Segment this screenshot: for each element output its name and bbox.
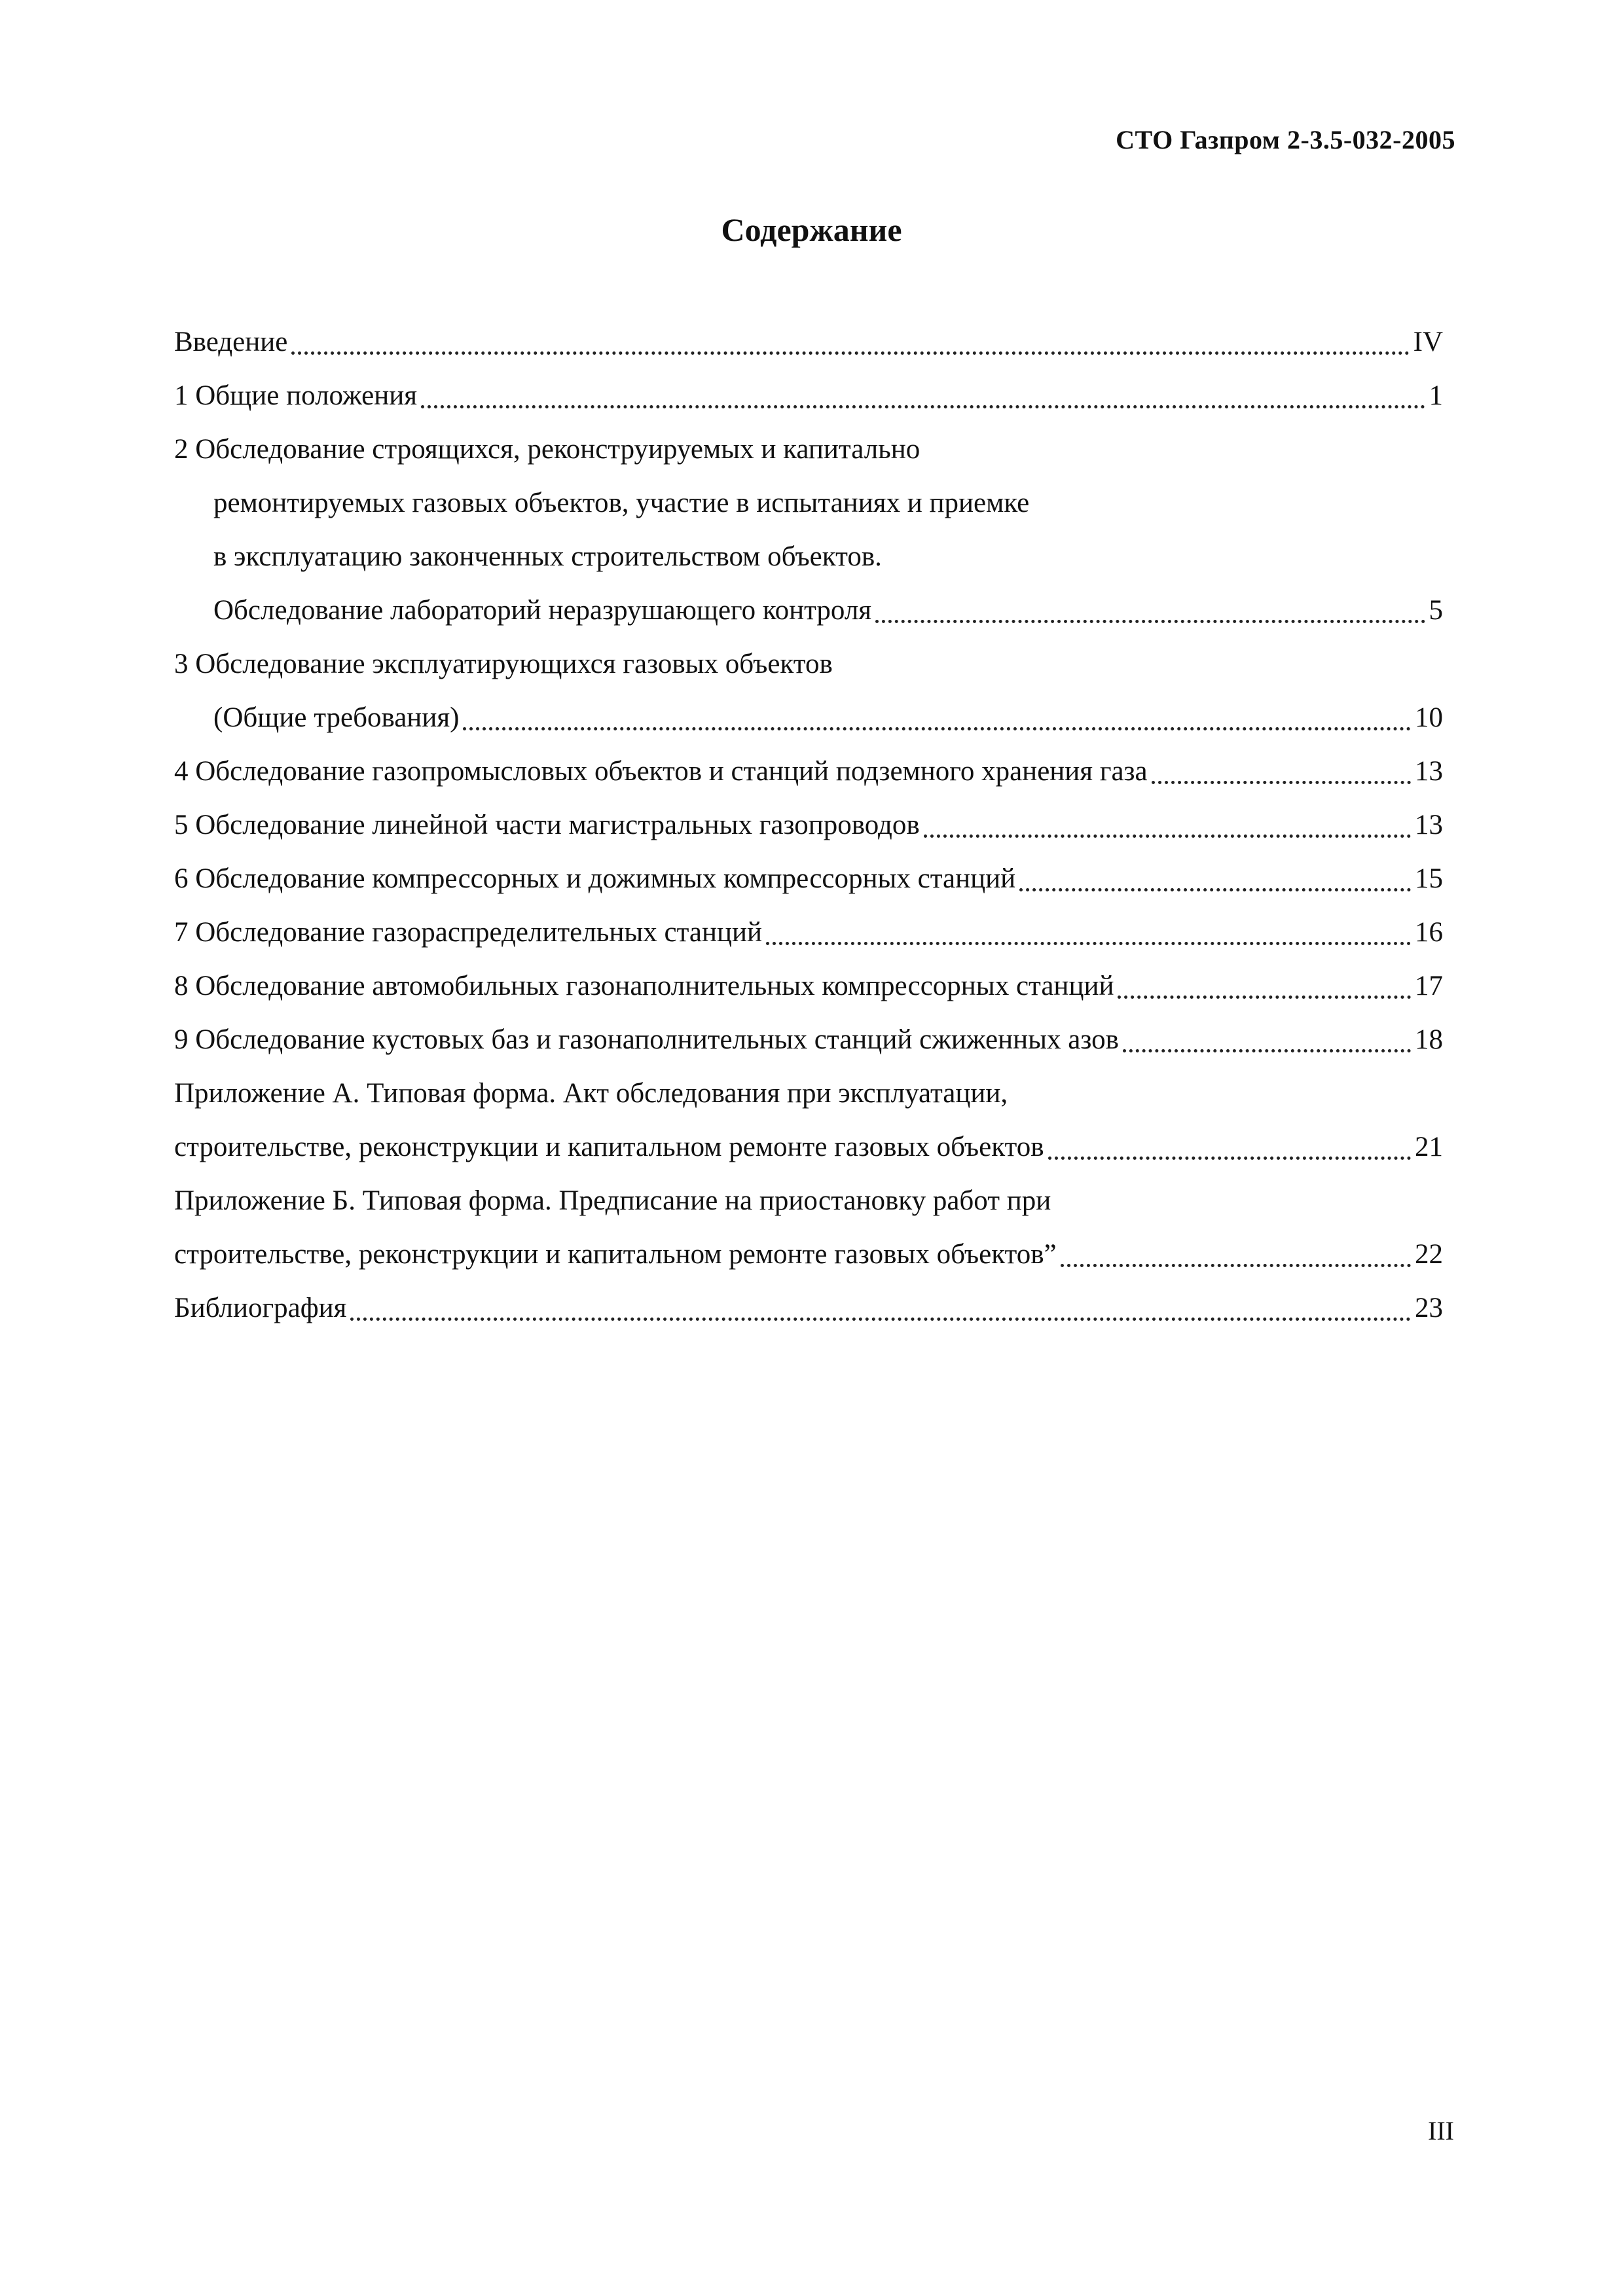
dot-leader bbox=[421, 405, 1425, 408]
toc-entry-page: 22 bbox=[1415, 1239, 1443, 1270]
toc-entry-text: строительстве, реконструкции и капитальном ремонте газовых объектов” bbox=[174, 1239, 1057, 1270]
dot-leader bbox=[924, 834, 1411, 838]
toc-entry-section-6[interactable] bbox=[174, 852, 1443, 906]
toc-entry-page: 5 bbox=[1429, 595, 1443, 626]
toc-entry-text: Приложение А. Типовая форма. Акт обследования при эксплуатации, bbox=[174, 1078, 1008, 1109]
toc-entry-text: ремонтируемых газовых объектов, участие в испытаниях и приемке bbox=[213, 488, 1030, 518]
toc-entry-page: 1 bbox=[1429, 380, 1443, 411]
toc-entry-page: 13 bbox=[1415, 810, 1443, 840]
table-of-contents bbox=[174, 315, 1443, 1335]
toc-entry-page: 21 bbox=[1415, 1132, 1443, 1162]
toc-entry-text: 3 Обследование эксплуатирующихся газовых объектов bbox=[174, 649, 833, 679]
dot-leader bbox=[875, 620, 1425, 623]
toc-entry-text: строительстве, реконструкции и капитальном ремонте газовых объектов bbox=[174, 1132, 1044, 1162]
toc-entry-section-5[interactable] bbox=[174, 798, 1443, 852]
toc-entry-appendix-a[interactable] bbox=[174, 1067, 1443, 1121]
toc-entry-text: 6 Обследование компрессорных и дожимных компрессорных станций bbox=[174, 863, 1016, 894]
toc-entry-section-2-cont[interactable] bbox=[174, 584, 1443, 637]
toc-entry-section-8[interactable] bbox=[174, 960, 1443, 1013]
toc-entry-section-3[interactable] bbox=[174, 637, 1443, 691]
toc-title: Содержание bbox=[721, 211, 902, 248]
toc-entry-page: 15 bbox=[1415, 863, 1443, 894]
toc-entry-text: Библиография bbox=[174, 1293, 347, 1323]
toc-entry-page: 17 bbox=[1415, 971, 1443, 1001]
toc-entry-section-2[interactable] bbox=[174, 423, 1443, 476]
toc-entry-appendix-b[interactable] bbox=[174, 1174, 1443, 1228]
toc-entry-text: Обследование лабораторий неразрушающего контроля bbox=[213, 595, 872, 626]
toc-entry-text: 2 Обследование строящихся, реконструируемых и капитально bbox=[174, 434, 921, 465]
toc-entry-text: Введение bbox=[174, 327, 288, 357]
toc-entry-appendix-a-cont[interactable] bbox=[174, 1121, 1443, 1174]
toc-entry-text: 1 Общие положения bbox=[174, 380, 418, 411]
toc-entry-section-2-cont[interactable] bbox=[174, 476, 1443, 530]
dot-leader bbox=[1123, 1049, 1411, 1052]
toc-entry-text: в эксплуатацию законченных строительством объектов. bbox=[213, 541, 882, 572]
toc-entry-section-2-cont[interactable] bbox=[174, 530, 1443, 584]
toc-entry-page: 23 bbox=[1415, 1293, 1443, 1323]
toc-entry-text: 9 Обследование кустовых баз и газонаполнительных станций сжиженных азов bbox=[174, 1024, 1119, 1055]
toc-entry-section-9[interactable] bbox=[174, 1013, 1443, 1067]
toc-entry-text: 4 Обследование газопромысловых объектов и станций подземного хранения газа bbox=[174, 756, 1148, 787]
toc-entry-page: 13 bbox=[1415, 756, 1443, 787]
dot-leader bbox=[1019, 888, 1411, 891]
dot-leader bbox=[291, 351, 1409, 355]
dot-leader bbox=[766, 942, 1411, 945]
dot-leader bbox=[1152, 781, 1411, 784]
toc-entry-text: 7 Обследование газораспределительных станций bbox=[174, 917, 763, 948]
toc-entry-page: 10 bbox=[1415, 702, 1443, 733]
toc-entry-text: 8 Обследование автомобильных газонаполнительных компрессорных станций bbox=[174, 971, 1114, 1001]
toc-entry-appendix-b-cont[interactable] bbox=[174, 1228, 1443, 1282]
toc-entry-text: Приложение Б. Типовая форма. Предписание на приостановку работ при bbox=[174, 1185, 1051, 1216]
dot-leader bbox=[1048, 1157, 1411, 1160]
toc-entry-section-3-cont[interactable] bbox=[174, 691, 1443, 745]
toc-entry-text: (Общие требования) bbox=[213, 702, 460, 733]
toc-entry-page: IV bbox=[1413, 327, 1443, 357]
document-code: СТО Газпром 2-3.5-032-2005 bbox=[1116, 125, 1455, 154]
dot-leader bbox=[1118, 996, 1411, 999]
dot-leader bbox=[350, 1318, 1411, 1321]
toc-entry-page: 18 bbox=[1415, 1024, 1443, 1055]
toc-entry-section-4[interactable] bbox=[174, 745, 1443, 798]
page-number: III bbox=[1428, 2116, 1454, 2145]
dot-leader bbox=[463, 727, 1411, 730]
toc-entry-text: 5 Обследование линейной части магистральных газопроводов bbox=[174, 810, 920, 840]
toc-entry-page: 16 bbox=[1415, 917, 1443, 948]
toc-entry-bibliography[interactable] bbox=[174, 1282, 1443, 1335]
toc-entry-introduction[interactable] bbox=[174, 315, 1443, 369]
toc-entry-section-1[interactable] bbox=[174, 369, 1443, 423]
dot-leader bbox=[1061, 1264, 1411, 1267]
toc-entry-section-7[interactable] bbox=[174, 906, 1443, 960]
